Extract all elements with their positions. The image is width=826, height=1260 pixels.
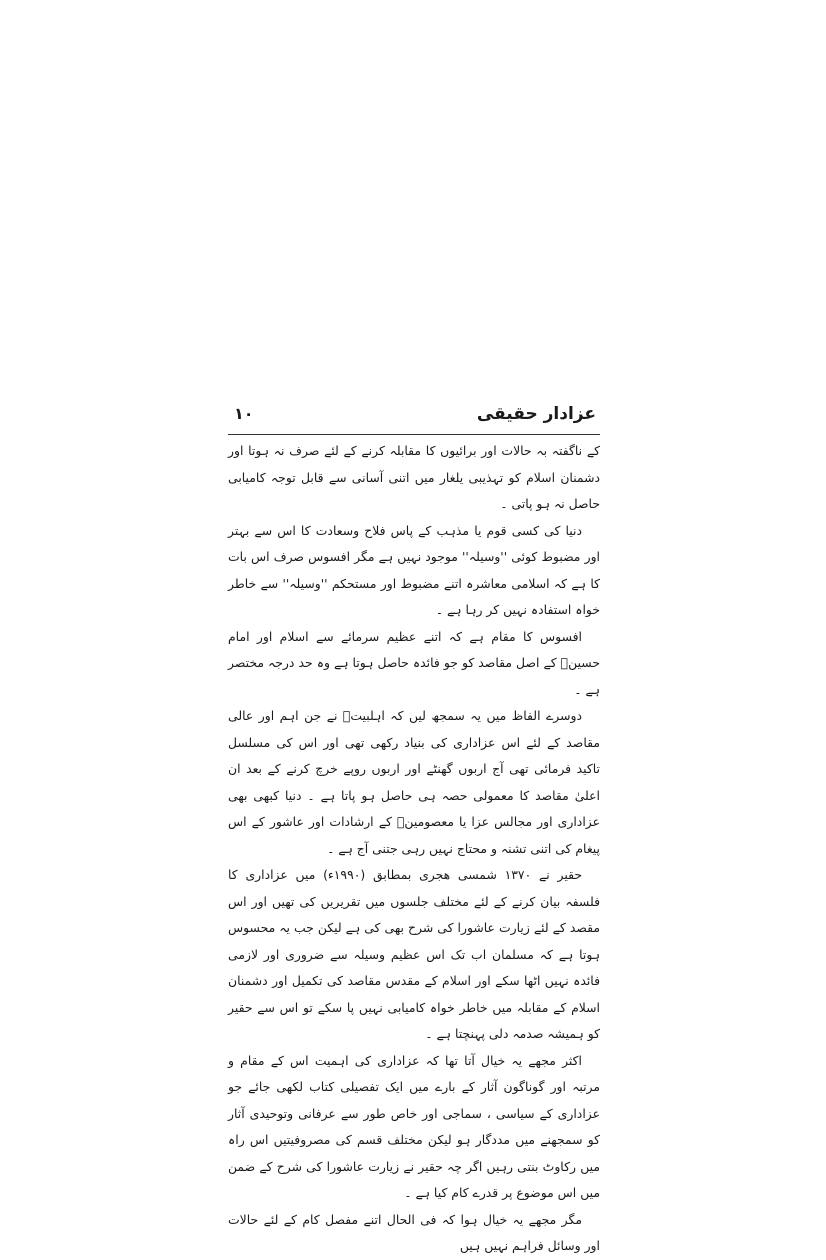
page-header [228,400,600,435]
running-title: عزادار حقیقی [476,404,596,424]
paragraph: اکثر مجھے یہ خیال آتا تھا کہ عزاداری کی اہمیت اس کے مقام و مرتبہ اور گوناگون آثار کے بارے میں ایک تفصیلی کتاب لکھی جائے جو عزاداری کے سیاسی ، سماجی اور خاص طور سے عرفانی وتوحیدی آثار کو سمجھنے میں مددگار ہو لیکن مختلف قسم کی مصروفیتیں اس راہ میں رکاوٹ بنتی رہیں اگر چہ حقیر نے زیارت عاشورا کی شرح کے ضمن میں اس موضوع پر قدرے کام کیا ہے ۔ [228,1052,600,1200]
paragraph: دوسرے الفاظ میں یہ سمجھ لیں کہ اہلبیتؑ نے جن اہم اور عالی مقاصد کے لئے اس عزاداری کی بنیاد رکھی تھی اور اس کی مسلسل تاکید فرمائی تھی آج اربوں گھنٹے اور اربوں روپے خرچ کرنے کے بعد ان اعلیٰ مقاصد کا معمولی حصہ ہی حاصل ہو پاتا ہے ۔ دنیا کبھی بھی عزاداری اور مجالس عزا یا معصومینؑ کے ارشادات اور عاشور کے اس پیغام کی اتنی تشنہ و محتاج نہیں رہی جتنی آج ہے ۔ [228,708,600,856]
paragraph: افسوس کا مقام ہے کہ اتنے عظیم سرمائے سے اسلام اور امام حسینؑ کے اصل مقاصد کو جو فائدہ حاصل ہوتا ہے وہ حد درجہ مختصر ہے ۔ [228,628,600,697]
paragraph: حقیر نے ۱۳۷۰ شمسی ھجری بمطابق (۱۹۹۰ء) میں عزاداری کا فلسفہ بیان کرنے کے لئے مختلف جلسوں میں تقریریں کی تھیں اور اس مقصد کے لئے زیارت عاشورا کی شرح بھی کی ہے لیکن جب یہ محسوس ہوتا ہے کہ مسلمان اب تک اس عظیم وسیلہ سے ضروری اور لازمی فائدہ نہیں اٹھا سکے اور اسلام کے مقدس مقاصد کی تکمیل اور دشمنان اسلام کے مقابلہ میں خاطر خواہ کامیابی نہیں پا سکے تو اس سے حقیر کو ہمیشہ صدمہ دلی پہنچتا ہے ۔ [228,867,600,1041]
paragraph: مگر مجھے یہ خیال ہوا کہ فی الحال اتنے مفصل کام کے لئے حالات اور وسائل فراہم نہیں ہیں [228,1211,600,1253]
paragraph: دنیا کی کسی قوم یا مذہب کے پاس فلاح وسعادت کا اس سے بہتر اور مضبوط کوئی ''وسیلہ'' موجود نہیں ہے مگر افسوس صرف اس بات کا ہے کہ اسلامی معاشرہ اتنے مضبوط اور مستحکم ''وسیلہ'' سے خاطر خواہ استفادہ نہیں کر رہا ہے ۔ [228,522,600,617]
body-text [228,438,600,1260]
paragraph-continuation: کے ناگفتہ بہ حالات اور برائیوں کا مقابلہ کرنے کے لئے صرف نہ ہوتا اور دشمنان اسلام کو تہذیبی یلغار میں اتنی آسانی سے قابل توجہ کامیابی حاصل نہ ہو پاتی ۔ [228,443,600,511]
page-number: ۱۰ [234,404,254,423]
